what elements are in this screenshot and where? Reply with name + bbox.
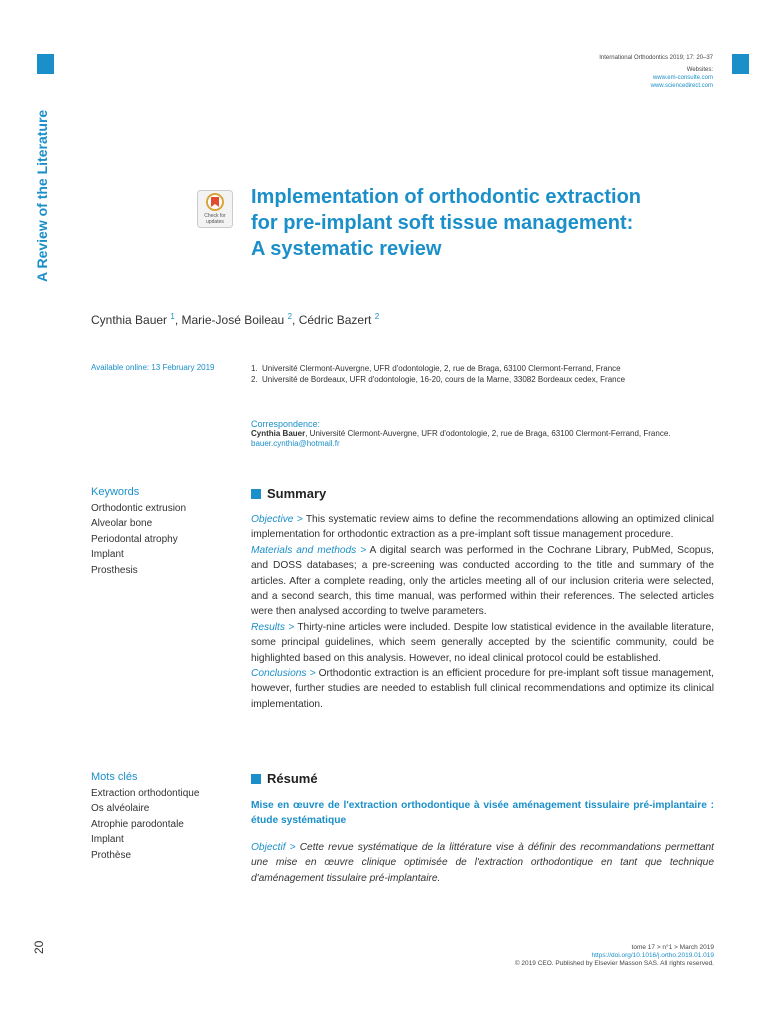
corner-square-left [37,54,54,74]
author-name: Cynthia Bauer [91,313,168,327]
affiliations [251,363,721,385]
correspondence-block [251,419,721,449]
mots-cles-label: Mots clés [91,771,138,783]
resume-title: Mise en œuvre de l'extraction orthodontique à visée aménagement tissulaire pré-implantaire : étude systématique [251,800,714,827]
objectif-text: Cette revue systématique de la littérature vise à définir des recommandations permettant une mise en œuvre clinique optimisée de l'extraction orthodontique en tant que technique d'aménagement tissulaire pré-implantaire. [251,842,714,884]
affiliation-text: Université Clermont-Auvergne, UFR d'odontologie, 2, rue de Braga, 63100 Clermont-Ferrand, France [262,364,621,373]
journal-citation: International Orthodontics 2019; 17: 20–37 [599,55,713,61]
keyword-item: Periodontal atrophy [91,533,178,545]
correspondence-text: , Université Clermont-Auvergne, UFR d'odontologie, 2, rue de Braga, 63100 Clermont-Ferrand, France. [305,429,671,438]
title-line-3: A systematic review [251,238,442,260]
affiliation-number: 1. [251,364,258,373]
article-title [251,184,721,262]
correspondence-email[interactable]: bauer.cynthia@hotmail.fr [251,439,340,448]
mot-cle-item: Os alvéolaire [91,803,150,814]
journal-meta [599,54,713,90]
methods-label: Materials and methods > [251,544,367,556]
objective-label: Objective > [251,514,303,525]
keyword-item: Prosthesis [91,564,138,576]
website-link-sciencedirect[interactable]: www.sciencedirect.com [650,83,713,89]
issue-info: tome 17 > n°1 > March 2019 [631,944,714,951]
title-line-2: for pre-implant soft tissue management: [251,212,634,234]
author-affiliation-ref[interactable]: 2 [287,312,293,321]
corner-square-right [732,54,749,74]
conclusions-label: Conclusions > [251,668,316,680]
mot-cle-item: Prothèse [91,849,132,861]
available-online-date: Available online: 13 February 2019 [91,363,215,372]
badge-text-line1: Check for [204,213,226,219]
keywords-list [91,485,186,578]
resume-objectif [251,840,714,886]
author-affiliation-ref[interactable]: 2 [374,312,380,321]
mot-cle-item: Atrophie parodontale [91,818,184,830]
keywords-label: Keywords [91,486,140,498]
affiliation-number: 2. [251,375,258,384]
affiliation-text: Université de Bordeaux, UFR d'odontologie, 16-20, cours de la Marne, 33082 Bordeaux cedex, France [262,375,626,384]
conclusions-text: Orthodontic extraction is an efficient procedure for pre-implant soft tissue management, however, further studies are needed to establish full clinical recommendations and optimize its clinical implementation. [251,668,714,710]
doi-link[interactable]: https://doi.org/10.1016/j.ortho.2019.01.019 [591,952,714,959]
correspondence-name: Cynthia Bauer [251,429,306,438]
summary-methods [251,543,714,620]
summary-conclusions [251,666,714,712]
mot-cle-item: Extraction orthodontique [91,787,200,799]
mot-cle-item: Implant [91,834,124,845]
correspondence-address [251,429,721,439]
websites-label: Websites: [686,67,713,73]
summary-results [251,620,714,666]
objectif-label: Objectif > [251,842,296,853]
title-line-1: Implementation of orthodontic extraction [251,186,642,208]
affiliation-item [251,363,721,374]
author-name: Cédric Bazert [298,313,372,327]
keyword-item: Alveolar bone [91,518,153,529]
section-side-title: A Review of the Literature [34,109,50,282]
results-label: Results > [251,621,295,633]
author-affiliation-ref[interactable]: 1 [170,312,175,321]
author-name: Marie-José Boileau [181,313,285,327]
keyword-item: Implant [91,549,124,560]
page-number: 20 [32,940,46,954]
methods-text: A digital search was performed in the Cochrane Library, PubMed, Scopus, and DOSS databases; a pre-screening was conducted according to the title and summary of the articles. After a complete reading, only the articles meeting all of our inclusion criteria were selected, and a second search, this time manual, was performed within their references. The selected articles were then analysed according to twelve parameters. [251,544,714,618]
mots-cles-list [91,770,199,863]
affiliation-item [251,374,721,385]
badge-text-line2: updates [206,219,224,225]
summary-heading-text: Summary [267,486,327,501]
check-for-updates-badge[interactable] [197,190,233,228]
objective-text: This systematic review aims to define the recommendations allowing an optimized clinical implementation for orthodontic extraction as a pre-implant soft tissue management procedure. [251,514,715,541]
author-list: Cynthia Bauer $^1$, Marie-José Boileau $^2$, Cédric Bazert $^2$ [91,312,380,327]
results-text: Thirty-nine articles were included. Despite low statistical evidence in the available literature, some principal guidelines, which seem generally accepted by the scientific community, could be highlighted based on this analysis. However, no ideal clinical protocol could be established. [251,621,715,664]
resume-heading-text: Résumé [267,771,318,786]
summary-body [251,512,714,712]
summary-heading [251,486,326,501]
website-link-emconsulte[interactable]: www.em-consulte.com [652,75,713,81]
summary-objective [251,512,714,543]
resume-heading [251,771,318,786]
section-marker-icon [251,489,261,499]
correspondence-label: Correspondence: [251,419,321,429]
keyword-item: Orthodontic extrusion [91,502,187,514]
section-marker-icon [251,774,261,784]
page-footer [515,944,714,968]
copyright-notice: © 2019 CEO. Published by Elsevier Masson SAS. All rights reserved. [514,960,714,967]
